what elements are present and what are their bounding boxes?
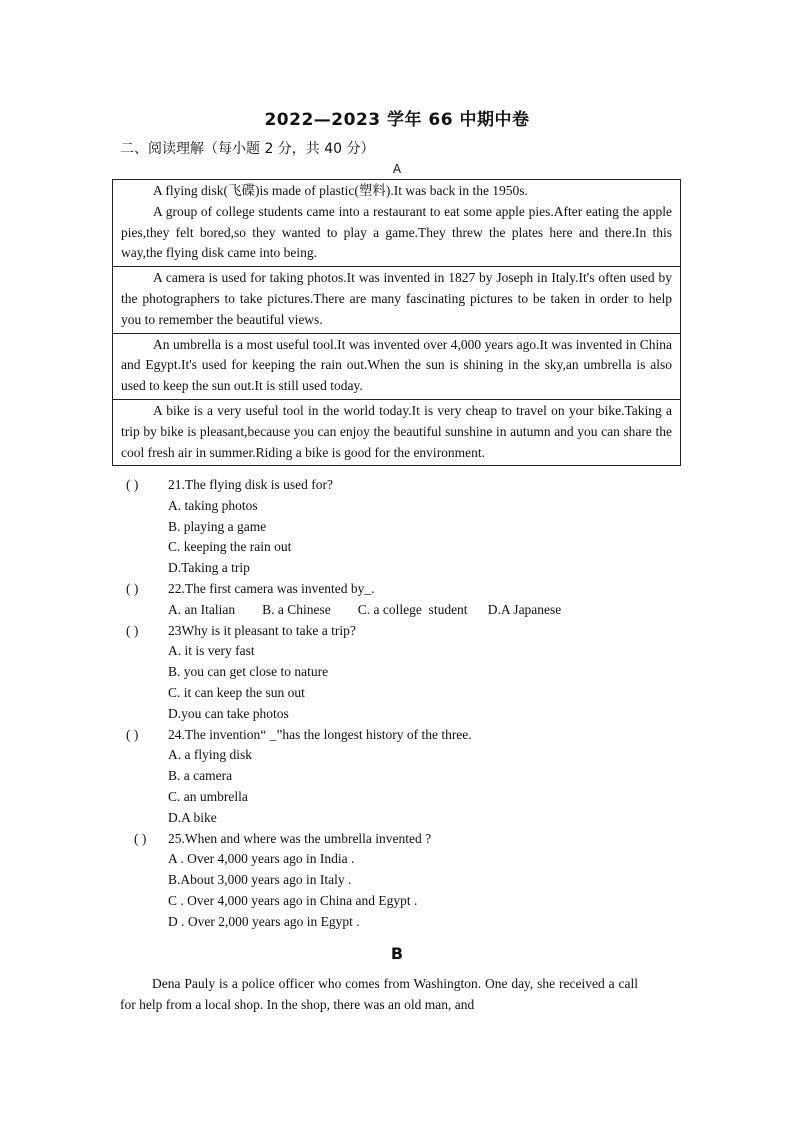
passage-b: Dena Pauly is a police officer who comes from Washington. One day, she received a call for help from a local shop. In the shop, there was an old man, and <box>120 976 638 1012</box>
option: D.you can take photos <box>168 705 289 721</box>
passage-line: A bike is a very useful tool in the world today.It is very cheap to travel on your bike.Taking a trip by bike is pleasant,because you can enjoy the beautiful sunshine in autumn and you can share the cool fresh air in summer.Riding a bike is good for the environment. <box>121 402 672 460</box>
option: B. playing a game <box>168 518 267 534</box>
question-24 <box>126 725 686 746</box>
question-stem: 21.The flying disk is used for? <box>168 477 333 492</box>
option: A. taking photos <box>168 497 258 513</box>
answer-blank[interactable]: ( ) <box>126 580 139 596</box>
option: A. it is very fast <box>168 643 255 659</box>
passage-umbrella <box>113 333 680 399</box>
question-23 <box>126 621 686 642</box>
option: A . Over 4,000 years ago in India . <box>168 851 355 867</box>
option: D.Taking a trip <box>168 560 250 576</box>
option: B. you can get close to nature <box>168 664 329 680</box>
passage-bike <box>113 399 680 465</box>
question-25 <box>126 829 686 850</box>
passage-line: A group of college students came into a restaurant to eat some apple pies.After eating the apple pies,they felt bored,so they wanted to play a game.They threw the plates here and there.In this way,the flying disk came into being. <box>121 203 672 261</box>
answer-blank[interactable]: ( ) <box>126 477 139 492</box>
option: B. a camera <box>168 768 233 784</box>
passage-table <box>112 179 681 466</box>
answer-blank[interactable]: ( ) <box>126 726 139 742</box>
passage-line: A camera is used for taking photos.It was invented in 1827 by Joseph in Italy.It's often used by the photographers to take pictures.There are many fascinating pictures to be taken in order to help you to remember the beautiful views. <box>121 270 672 327</box>
answer-blank[interactable]: ( ) <box>134 830 147 846</box>
option: C . Over 4,000 years ago in China and Egypt . <box>168 892 418 908</box>
option: C. it can keep the sun out <box>168 684 305 700</box>
question-21 <box>126 475 686 496</box>
question-22 <box>126 579 686 600</box>
option: D.A bike <box>168 809 217 825</box>
passage-flying-disk <box>113 180 680 266</box>
section-heading: 二、阅读理解（每小题 2 分，共 40 分） <box>120 141 375 157</box>
question-stem: 22.The first camera was invented by_. <box>168 580 375 596</box>
option-row: A. an Italian B. a Chinese C. a college student D.A Japanese <box>168 601 562 617</box>
question-stem: 23Why is it pleasant to take a trip? <box>168 622 356 638</box>
option: C. keeping the rain out <box>168 539 292 555</box>
option: D . Over 2,000 years ago in Egypt . <box>168 913 360 929</box>
option: C. an umbrella <box>168 788 248 804</box>
question-list <box>126 475 686 933</box>
passage-line: An umbrella is a most useful tool.It was invented over 4,000 years ago.It was invented in China and Egypt.It's used for keeping the rain out.When the sun is shining in the sky,an umbrella is also used to keep the sun out.It is still used today. <box>121 336 672 394</box>
answer-blank[interactable]: ( ) <box>126 622 139 638</box>
question-stem: 25.When and where was the umbrella invented ? <box>168 830 432 846</box>
passage-line: A flying disk(飞碟)is made of plastic(塑料).It was back in the 1950s. <box>153 183 528 198</box>
exam-title: 2022—2023 学年 66 中期中卷 <box>264 110 530 130</box>
passage-camera <box>113 266 680 332</box>
option: B.About 3,000 years ago in Italy . <box>168 872 352 888</box>
part-b-label: B <box>390 944 404 963</box>
question-stem: 24.The invention“ _”has the longest history of the three. <box>168 726 472 742</box>
option: A. a flying disk <box>168 747 252 763</box>
part-a-label: A <box>392 162 402 176</box>
